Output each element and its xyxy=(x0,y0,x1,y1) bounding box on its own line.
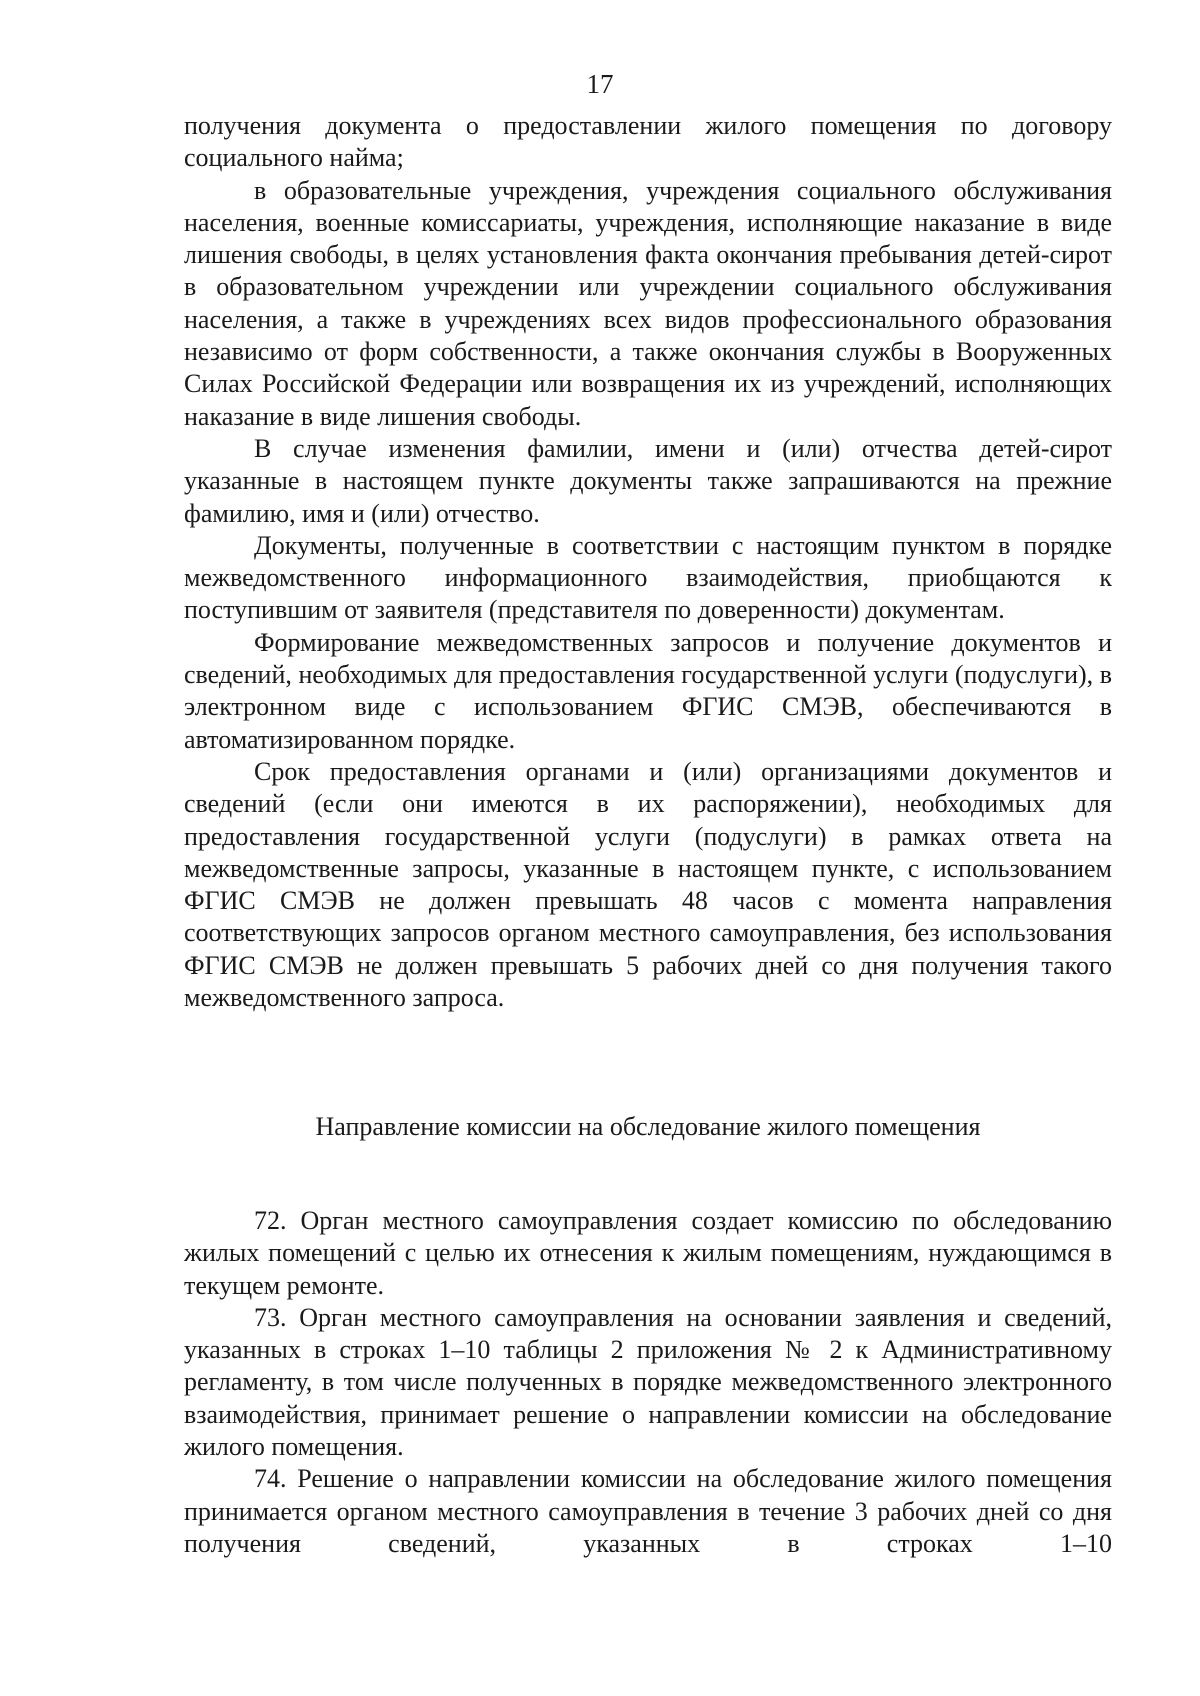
paragraph: в образовательные учреждения, учреждения социального обслуживания населения, военные комиссариаты, учреждения, исполняющие наказание в виде лишения свободы, в целях установления факта окончания пребывания детей-сирот в образовательном учреждении или учреждении социального обслуживания населения, а также в учреждениях всех видов профессионального образования независимо от форм собственности, а также окончания службы в Вооруженных Силах Российской Федерации или возвращения их из учреждений, исполняющих наказание в виде лишения свободы. xyxy=(184,175,1112,431)
paragraph: Срок предоставления органами и (или) организациями документов и сведений (если они имеются в их распоряжении), необходимых для предоставления государственной услуги (подуслуги) в рамках ответа на межведомственные запросы, указанные в настоящем пункте, с использованием ФГИС СМЭВ не должен превышать 48 часов с момента направления соответствующих запросов органом местного самоуправления, без использования ФГИС СМЭВ не должен превышать 5 рабочих дней со дня получения такого межведомственного запроса. xyxy=(184,756,1112,1013)
paragraph: В случае изменения фамилии, имени и (или) отчества детей-сирот указанные в настоящем пункте документы также запрашиваются на прежние фамилию, имя и (или) отчество. xyxy=(184,433,1112,528)
paragraph-item-72: 72. Орган местного самоуправления создает комиссию по обследованию жилых помещений с целью их отнесения к жилым помещениям, нуждающимся в текущем ремонте. xyxy=(184,1206,1112,1300)
section-heading: Направление комиссии на обследование жилого помещения xyxy=(315,1112,981,1141)
paragraph-item-73: 73. Орган местного самоуправления на основании заявления и сведений, указанных в строках 1–10 таблицы 2 приложения № 2 к Административному регламенту, в том числе полученных в порядке межведомственного электронного взаимодействия, принимает решение о направлении комиссии на обследование жилого помещения. xyxy=(184,1302,1112,1462)
paragraph-item-74: 74. Решение о направлении комиссии на обследование жилого помещения принимается органом местного самоуправления в течение 3 рабочих дней со дня получения сведений, указанных в строках 1–10 xyxy=(184,1464,1112,1558)
document-body xyxy=(184,110,1112,1014)
paragraph: Формирование межведомственных запросов и получение документов и сведений, необходимых для предоставления государственной услуги (подуслуги), в электронном виде с использованием ФГИС СМЭВ, обеспечиваются в автоматизированном порядке. xyxy=(184,627,1112,754)
document-body-section xyxy=(184,1205,1112,1560)
page-number: 17 xyxy=(586,69,614,99)
paragraph-continuation: получения документа о предоставлении жилого помещения по договору социального найма; xyxy=(184,111,1112,173)
paragraph: Документы, полученные в соответствии с настоящим пунктом в порядке межведомственного информационного взаимодействия, приобщаются к поступившим от заявителя (представителя по доверенности) документам. xyxy=(184,530,1112,625)
